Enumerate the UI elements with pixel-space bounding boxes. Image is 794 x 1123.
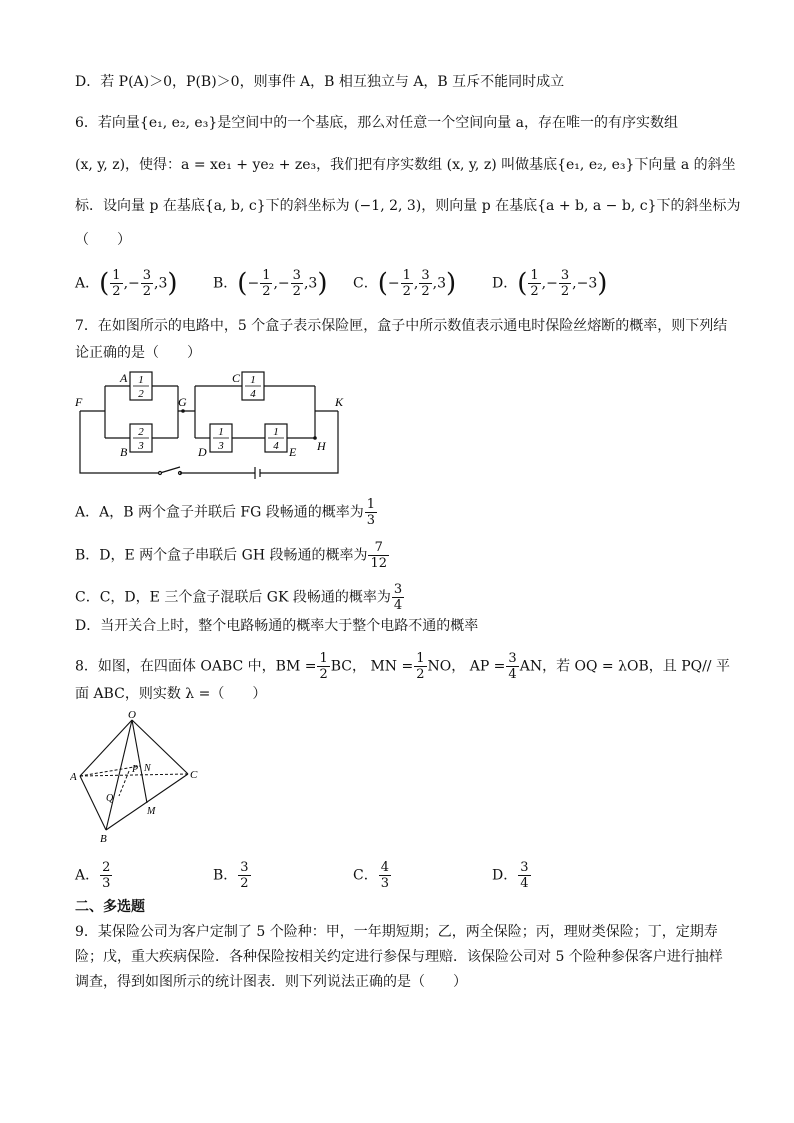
q6-line1-a: 6．若向量 (75, 115, 140, 131)
q8-option-d: D． $\frac{3}{4}$ (492, 860, 529, 891)
fig-label-n: N (144, 763, 151, 774)
q7-line-2: 论正确的是（ ） (75, 345, 201, 361)
q6-basis-new: {a + b, a − b, c} (537, 198, 657, 214)
q9-line-1: 9．某保险公司为客户定制了 5 个险种：甲，一年期短期；乙，两全保险；丙，理财类保险；丁，定期寿 (75, 924, 718, 940)
fig-label-q: Q (106, 793, 114, 804)
box-e-num: 1 (273, 426, 279, 438)
box-c-num: 1 (250, 374, 256, 386)
circuit-label-f: F (75, 395, 83, 409)
circuit-label-h: H (317, 439, 326, 453)
q7-line-1: 7．在如图所示的电路中，5 个盒子表示保险匣，盒子中所示数值表示通电时保险丝熔断的概率，则下列结 (75, 318, 728, 334)
circuit-diagram (70, 368, 360, 480)
section-title-multi-choice: 二、多选题 (75, 899, 145, 915)
q6-line2-b: 下向量 a 的斜坐 (634, 157, 736, 173)
q6-option-a: A．( $\frac{1}{2}$ ,− $\frac{3}{2}$ ,3) (75, 268, 178, 299)
circuit-label-a: A (120, 371, 128, 385)
box-b-num: 2 (138, 426, 144, 438)
fig-label-o: O (128, 709, 136, 721)
q6-line-1 (75, 113, 678, 133)
q8-line-2: 面 ABC，则实数 λ =（ ） (75, 686, 267, 702)
q6-line2-a: (x, y, z)，使得：a = xe₁ + ye₂ + ze₃，我们把有序实数组 (x, y, z) 叫做基底 (75, 157, 558, 173)
fig-label-c: C (190, 769, 198, 781)
q6-basis-e: {e₁, e₂, e₃} (139, 115, 218, 131)
box-a-num: 1 (138, 374, 144, 386)
q6-a-frac2: $\frac{3}{2}$ (142, 268, 152, 299)
q6-c-frac1: $\frac{1}{2}$ (402, 268, 411, 299)
fig-label-b: B (100, 833, 107, 845)
q6-line1-b: 是空间中的一个基底，那么对任意一个空间向量 a，存在唯一的有序实数组 (217, 115, 679, 131)
q6-line-2 (75, 155, 736, 175)
q6-a-frac1: $\frac{1}{2}$ (112, 268, 121, 299)
q6-line3-a: 标．设向量 p 在基底 (75, 198, 205, 214)
tetrahedron-figure (70, 708, 210, 848)
q9-line-2: 险；戊，重大疾病保险．各种保险按相关约定进行参保与理赔．该保险公司对 5 个险种参保客户进行抽样 (75, 949, 723, 965)
q6-option-d-label: D． (492, 275, 518, 292)
q9-line-3: 调查，得到如图所示的统计图表．则下列说法正确的是（ ） (75, 974, 467, 990)
q6-option-c-label: C． (353, 275, 378, 292)
q6-b-frac1: $\frac{1}{2}$ (262, 268, 271, 299)
circuit-label-g: G (178, 395, 187, 409)
q7-option-a: A．A，B 两个盒子并联后 FG 段畅通的概率为 $\frac{1}{3}$ (75, 497, 376, 528)
q8-option-b: B． $\frac{3}{2}$ (213, 860, 249, 891)
q6-basis-e-2: {e₁, e₂, e₃} (557, 157, 635, 173)
q6-option-d: D．( $\frac{1}{2}$ ,− $\frac{3}{2}$ ,−3) (492, 268, 608, 299)
q8-option-c: C． $\frac{4}{3}$ (353, 860, 389, 891)
q6-option-b: B．(− $\frac{1}{2}$ ,− $\frac{3}{2}$ ,3) (213, 268, 328, 299)
q5-option-d: D．若 P(A)＞0，P(B)＞0，则事件 A，B 相互独立与 A，B 互斥不能同时成立 (75, 74, 565, 90)
fig-label-a: A (70, 771, 77, 783)
circuit-label-e: E (289, 445, 297, 459)
q7-option-c: C．C，D，E 三个盒子混联后 GK 段畅通的概率为 $\frac{3}{4}$ (75, 582, 403, 613)
q6-line3-b: 下的斜坐标为 (−1, 2, 3)，则向量 p 在基底 (265, 198, 538, 214)
q6-line3-c: 下的斜坐标为 (656, 198, 741, 214)
circuit-label-k: K (335, 395, 344, 409)
q6-option-b-label: B． (213, 275, 238, 292)
q6-d-frac1: $\frac{1}{2}$ (530, 268, 539, 299)
q7-option-d: D．当开关合上时，整个电路畅通的概率大于整个电路不通的概率 (75, 618, 479, 634)
fig-label-m: M (147, 806, 156, 817)
q6-blank: （ ） (75, 232, 131, 248)
fig-label-p: P (132, 764, 139, 775)
q7-option-b: B．D，E 两个盒子串联后 GH 段畅通的概率为 $\frac{7}{12}$ (75, 540, 388, 571)
box-d-den: 3 (218, 440, 224, 452)
q6-option-c: C．(− $\frac{1}{2}$ , $\frac{3}{2}$ ,3) (353, 268, 457, 299)
q6-line-3 (75, 196, 740, 216)
q8-option-a: A． $\frac{2}{3}$ (75, 860, 111, 891)
q6-c-frac2: $\frac{3}{2}$ (421, 268, 430, 299)
box-c-den: 4 (250, 388, 256, 400)
box-e-den: 4 (273, 440, 279, 452)
box-b-den: 3 (138, 440, 144, 452)
q8-line-1: 8．如图，在四面体 OABC 中，BM = $\frac{1}{2}$ BC， MN = $\frac{1}{2}$ NO， AP = $\frac{3}{4}$ AN，若 OQ = λOB，且 PQ// 平 (75, 651, 730, 682)
q6-d-frac2: $\frac{3}{2}$ (560, 268, 570, 299)
box-a-den: 2 (138, 388, 144, 400)
q6-option-a-label: A． (75, 275, 100, 292)
q6-basis-abc: {a, b, c} (204, 198, 266, 214)
q6-b-frac2: $\frac{3}{2}$ (292, 268, 301, 299)
box-d-num: 1 (218, 426, 224, 438)
circuit-label-b: B (120, 445, 128, 459)
circuit-label-d: D (198, 445, 207, 459)
circuit-label-c: C (232, 371, 241, 385)
